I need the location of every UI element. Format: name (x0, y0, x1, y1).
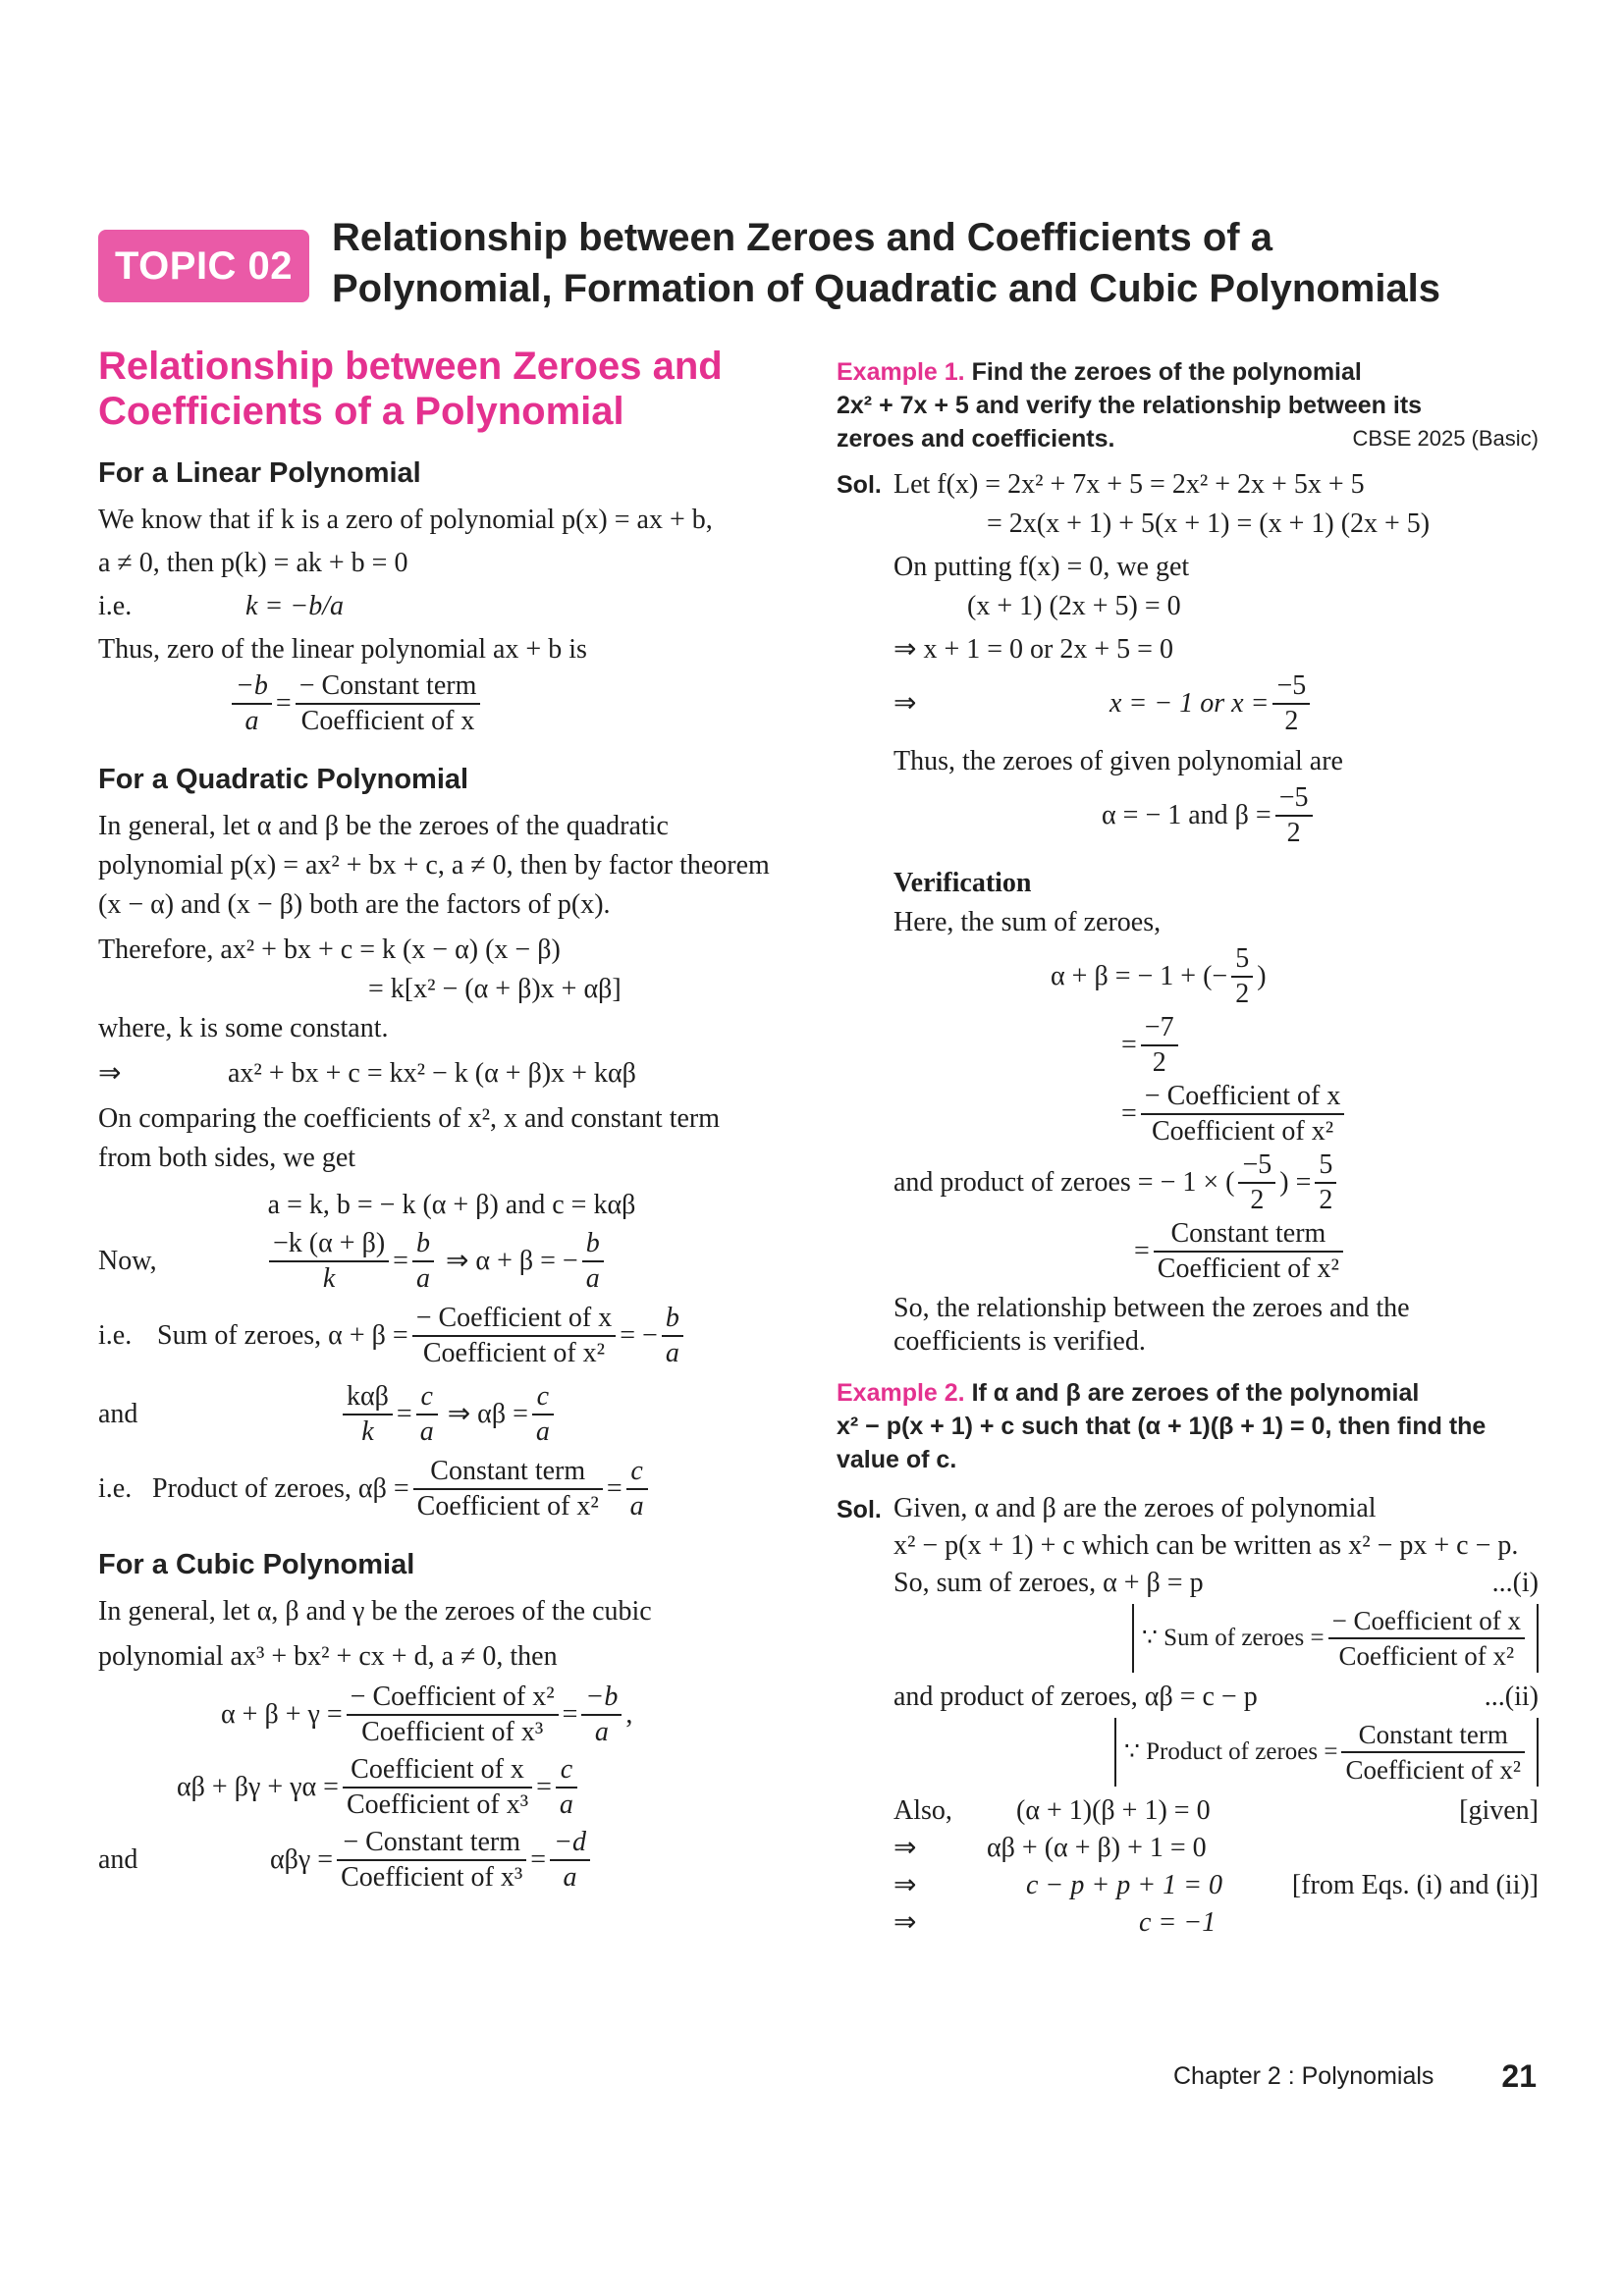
fraction-denominator: Coefficient of x² (416, 1491, 599, 1522)
cubic-eq-2 (98, 1753, 805, 1822)
section-heading-line-1: Relationship between Zeroes and (98, 345, 723, 388)
topic-title-line-2: Polynomial, Formation of Quadratic and Cubic Polynomials (332, 267, 1441, 310)
fraction-denominator: a (535, 1416, 550, 1447)
fraction-numerator: −5 (1272, 669, 1310, 705)
fraction (582, 1227, 604, 1296)
fraction (296, 669, 481, 738)
ex1-conclusion: So, the relationship between the zeroes and the (893, 1293, 1410, 1323)
fraction (413, 1455, 603, 1523)
fraction-numerator: Constant term (1341, 1718, 1525, 1753)
fraction-denominator: 2 (1250, 1185, 1265, 1215)
ex1-step: Thus, the zeroes of given polynomial are (893, 746, 1343, 776)
fraction-numerator: −7 (1141, 1011, 1178, 1046)
ex2-product-row (893, 1679, 1539, 1716)
fraction (550, 1826, 590, 1895)
quadratic-line-3: (x − α) and (x − β) both are the factors of p(x). (98, 889, 611, 920)
example-2-question (837, 1376, 1539, 1476)
step-label: Also, (893, 1795, 952, 1826)
verification-heading: Verification (893, 868, 1032, 898)
fraction (581, 1681, 622, 1749)
fraction-denominator: 2 (1286, 818, 1301, 848)
linear-line-3: Thus, zero of the linear polynomial ax + b is (98, 634, 587, 665)
fraction (1315, 1148, 1336, 1217)
example-1-q-line-1: Find the zeroes of the polynomial (971, 358, 1362, 386)
topic-badge: TOPIC 02 (98, 230, 309, 302)
fraction (232, 669, 272, 738)
cubic-eq-3 (98, 1826, 805, 1895)
fraction-denominator: Coefficient of x (300, 706, 475, 736)
ex1-zeroes-row (893, 669, 1539, 738)
ex2-step: αβ + (α + β) + 1 = 0 (987, 1833, 1207, 1863)
quadratic-implies-row (98, 1054, 805, 1094)
fraction-numerator: c (416, 1380, 438, 1415)
fraction-numerator: − Coefficient of x (1328, 1604, 1525, 1639)
ex2-step: (α + 1)(β + 1) = 0 (1016, 1795, 1211, 1826)
fraction-denominator: a (629, 1491, 644, 1522)
fraction-denominator: a (563, 1862, 577, 1893)
quadratic-heading: For a Quadratic Polynomial (98, 764, 469, 795)
example-1-question (837, 355, 1539, 455)
fraction-numerator: b (582, 1227, 604, 1262)
ex1-step: Let f(x) = 2x² + 7x + 5 = 2x² + 2x + 5x + 5 (893, 469, 1365, 500)
example-1-label: Example 1. (837, 358, 965, 386)
equation-tag: ...(ii) (1484, 1682, 1539, 1712)
fraction-numerator: c (626, 1455, 648, 1490)
equals-sign: = (393, 1246, 408, 1276)
comma: , (625, 1699, 633, 1730)
fraction-numerator: 5 (1315, 1148, 1336, 1184)
ex2-bracket-1 (893, 1604, 1539, 1673)
equation-tag: [from Eqs. (i) and (ii)] (1291, 1870, 1539, 1900)
cubic-heading: For a Cubic Polynomial (98, 1549, 415, 1580)
product-label: Product of zeroes, αβ = (152, 1473, 409, 1504)
equals-sign: = (562, 1699, 578, 1730)
equation-tag: [given] (1459, 1795, 1539, 1826)
chapter-label: Chapter 2 : Polynomials (1173, 2062, 1434, 2090)
equals-sign: = (1121, 1098, 1137, 1129)
equals-sign: = (536, 1772, 552, 1802)
example-1-solution (837, 465, 1539, 1359)
fraction-denominator: Coefficient of x² (1345, 1755, 1521, 1785)
ie-label: i.e. (98, 1473, 133, 1504)
ex1-zeroes: x = − 1 or x = (1109, 688, 1270, 719)
fraction (412, 1302, 617, 1370)
ex2-answer: c = −1 (1139, 1907, 1217, 1938)
ex1-product-row (893, 1148, 1539, 1217)
fraction-denominator: a (244, 706, 259, 736)
fraction-numerator: c (556, 1753, 577, 1789)
quadratic-line-9: from both sides, we get (98, 1143, 356, 1173)
fraction (1141, 1080, 1345, 1148)
now-row (98, 1227, 805, 1296)
sum-row (98, 1302, 805, 1370)
ex1-step: (x + 1) (2x + 5) = 0 (967, 591, 1181, 621)
fraction-denominator: 2 (1319, 1185, 1333, 1215)
fraction-denominator: Coefficient of x³ (361, 1717, 544, 1747)
sum-label: Sum of zeroes, α + β = (157, 1320, 408, 1351)
fraction (412, 1227, 434, 1296)
fraction-numerator: b (662, 1302, 683, 1337)
page-number: 21 (1501, 2058, 1537, 2094)
cbse-tag: CBSE 2025 (Basic) (1352, 426, 1539, 451)
fraction-denominator: a (419, 1416, 434, 1447)
fraction-denominator: k (361, 1416, 374, 1447)
fraction-denominator: a (559, 1789, 573, 1820)
fraction (532, 1380, 554, 1449)
fraction-denominator: a (665, 1338, 679, 1368)
example-2-q-line-1: If α and β are zeroes of the polynomial (971, 1379, 1420, 1407)
bracket-label: ∵ Sum of zeroes = (1142, 1625, 1325, 1651)
ex2-sum-row (893, 1565, 1539, 1602)
ex1-product-expr: and product of zeroes = − 1 × ( (893, 1167, 1235, 1198)
fraction (1328, 1604, 1525, 1673)
fraction (662, 1302, 683, 1370)
fraction-numerator: − Coefficient of x (412, 1302, 617, 1337)
ex2-implies-row (893, 1904, 1539, 1942)
quadratic-expansion: ax² + bx + c = kx² − k (α + β)x + kαβ (228, 1058, 636, 1089)
equals-sign: = (1121, 1030, 1137, 1060)
linear-line-1: We know that if k is a zero of polynomial p(x) = ax + b, (98, 505, 713, 535)
linear-heading: For a Linear Polynomial (98, 457, 421, 489)
implies-symbol: ⇒ (893, 1833, 917, 1863)
now-label: Now, (98, 1246, 157, 1276)
fraction-denominator: Coefficient of x² (1157, 1254, 1339, 1284)
linear-k-equation: k = −b/a (245, 591, 344, 621)
section-heading (98, 344, 805, 434)
close-paren: ) (1257, 961, 1267, 991)
fraction (1154, 1217, 1343, 1286)
and-row (98, 1380, 805, 1449)
close-paren: ) = (1279, 1167, 1312, 1198)
linear-fraction-row: $\frac{-b}{a}$ = $\frac{\text{− Constant term}}{\text{Coefficient of x}}$ (98, 669, 805, 738)
ex2-bracket-2 (893, 1718, 1539, 1787)
fraction-numerator: b (412, 1227, 434, 1262)
equals-sign: = (1134, 1236, 1150, 1266)
ex1-conclusion: coefficients is verified. (893, 1326, 1146, 1357)
fraction-numerator: − Constant term (337, 1826, 526, 1861)
fraction-numerator: − Coefficient of x (1141, 1080, 1345, 1115)
fraction-numerator: −b (581, 1681, 622, 1716)
fraction-numerator: kαβ (343, 1380, 393, 1415)
fraction-numerator: −5 (1238, 1148, 1275, 1184)
equals-sign: = − (620, 1320, 658, 1351)
quadratic-line-5: = k[x² − (α + β)x + αβ] (368, 974, 622, 1004)
fraction-denominator: 2 (1235, 979, 1250, 1009)
ex1-alpha-beta-row (893, 781, 1539, 850)
fraction (269, 1227, 389, 1296)
example-1-q-line-3: zeroes and coefficients. (837, 425, 1115, 453)
and-label: and (98, 1844, 138, 1875)
fraction (1238, 1148, 1275, 1217)
bracket-label: ∵ Product of zeroes = (1124, 1738, 1338, 1765)
ex2-product: and product of zeroes, αβ = c − p (893, 1682, 1258, 1712)
cubic-line-2: polynomial ax³ + bx² + cx + d, a ≠ 0, then (98, 1641, 558, 1672)
fraction-numerator: −5 (1275, 781, 1313, 817)
ex1-sum-coeff (893, 1080, 1539, 1148)
fraction (1341, 1718, 1525, 1787)
fraction-numerator: Constant term (413, 1455, 603, 1490)
cubic-eq-lhs: αβγ = (270, 1844, 334, 1875)
fraction (556, 1753, 577, 1822)
fraction (337, 1826, 526, 1895)
product-row (98, 1455, 805, 1523)
cubic-eq-lhs: α + β + γ = (221, 1699, 343, 1730)
ie-label: i.e. (98, 1320, 133, 1351)
topic-title (332, 212, 1530, 314)
and-implication: ⇒ αβ = (447, 1399, 528, 1429)
page-footer (1173, 2059, 1537, 2093)
now-implication: ⇒ α + β = − (445, 1246, 578, 1276)
fraction-denominator: a (585, 1263, 600, 1294)
fraction-numerator: −b (232, 669, 272, 705)
ex2-step: x² − p(x + 1) + c which can be written as x² − px + c − p. (893, 1530, 1519, 1561)
fraction-numerator: 5 (1231, 942, 1253, 978)
fraction (626, 1455, 648, 1523)
and-label: and (98, 1399, 138, 1429)
ex1-step: On putting f(x) = 0, we get (893, 552, 1190, 582)
sol-label: Sol. (837, 1496, 882, 1523)
fraction-denominator: Coefficient of x² (1151, 1116, 1334, 1147)
cubic-line-1: In general, let α, β and γ be the zeroes of the cubic (98, 1596, 652, 1627)
equation-tag: ...(i) (1491, 1568, 1539, 1598)
fraction-denominator: Coefficient of x² (1338, 1641, 1515, 1671)
cubic-eq-1 (98, 1681, 805, 1749)
ex1-step: ⇒ x + 1 = 0 or 2x + 5 = 0 (893, 634, 1173, 665)
fraction (416, 1380, 438, 1449)
right-column (837, 355, 1539, 1942)
left-column (98, 344, 805, 1895)
implies-symbol: ⇒ (893, 1870, 917, 1900)
ex1-product-coeff (893, 1217, 1539, 1286)
fraction-denominator: 2 (1152, 1047, 1166, 1078)
ex2-step: Given, α and β are the zeroes of polynomial (893, 1493, 1377, 1523)
ex2-sum: So, sum of zeroes, α + β = p (893, 1568, 1204, 1598)
topic-title-line-1: Relationship between Zeroes and Coefficients of a (332, 216, 1272, 259)
ex2-also-row (893, 1792, 1539, 1830)
fraction (1275, 781, 1313, 850)
fraction-denominator: a (594, 1717, 609, 1747)
quadratic-line-8: On comparing the coefficients of x², x and constant term (98, 1103, 721, 1134)
ex1-sum-expr: α + β = − 1 + (− (1051, 961, 1228, 991)
quadratic-line-1: In general, let α and β be the zeroes of the quadratic (98, 811, 669, 841)
fraction (343, 1753, 532, 1822)
ex2-step: c − p + p + 1 = 0 (1026, 1870, 1223, 1900)
fraction-numerator: −d (550, 1826, 590, 1861)
fraction-denominator: Coefficient of x² (422, 1338, 606, 1368)
equals-sign: = (606, 1473, 622, 1504)
implies-symbol: ⇒ (98, 1058, 122, 1089)
implies-symbol: ⇒ (893, 1907, 917, 1938)
ex1-sum-row (893, 942, 1539, 1011)
equals-sign: = (396, 1399, 412, 1429)
implies-symbol: ⇒ (893, 688, 917, 719)
example-2-q-line-3: value of c. (837, 1446, 957, 1473)
fraction-numerator: − Coefficient of x² (347, 1681, 559, 1716)
fraction (343, 1380, 393, 1449)
ex2-implies-row (893, 1867, 1539, 1904)
fraction-numerator: − Constant term (296, 669, 481, 705)
quadratic-line-4: Therefore, ax² + bx + c = k (x − α) (x − β) (98, 934, 561, 965)
ex1-verification-line: Here, the sum of zeroes, (893, 907, 1162, 937)
quadratic-line-6: where, k is some constant. (98, 1013, 389, 1043)
example-2-q-line-2: x² − p(x + 1) + c such that (α + 1)(β + 1) = 0, then find the (837, 1413, 1487, 1440)
example-2-label: Example 2. (837, 1379, 965, 1407)
fraction (347, 1681, 559, 1749)
fraction-numerator: −k (α + β) (269, 1227, 389, 1262)
fraction-denominator: k (322, 1263, 336, 1294)
linear-ie-row (98, 587, 805, 626)
fraction-denominator: 2 (1284, 706, 1299, 736)
sol-label: Sol. (837, 471, 882, 499)
linear-line-2: a ≠ 0, then p(k) = ak + b = 0 (98, 548, 408, 578)
ex2-implies-row (893, 1830, 1539, 1867)
fraction (1231, 942, 1253, 1011)
ex1-alpha-beta: α = − 1 and β = (1102, 800, 1271, 830)
fraction (1141, 1011, 1178, 1080)
fraction-numerator: Constant term (1154, 1217, 1343, 1253)
example-2-solution (837, 1490, 1539, 1942)
fraction-denominator: a (415, 1263, 430, 1294)
fraction-denominator: Coefficient of x³ (341, 1862, 523, 1893)
quadratic-line-2: polynomial p(x) = ax² + bx + c, a ≠ 0, then by factor theorem (98, 850, 770, 881)
example-1-q-line-2: 2x² + 7x + 5 and verify the relationship between its (837, 392, 1423, 419)
ex1-sum-result (893, 1011, 1539, 1080)
fraction-numerator: Coefficient of x (343, 1753, 532, 1789)
section-heading-line-2: Coefficients of a Polynomial (98, 390, 624, 433)
fraction-denominator: Coefficient of x³ (346, 1789, 529, 1820)
cubic-eq-lhs: αβ + βγ + γα = (177, 1772, 339, 1802)
equals-sign: = (530, 1844, 547, 1875)
quadratic-line-10: a = k, b = − k (α + β) and c = kαβ (267, 1190, 636, 1220)
ie-label: i.e. (98, 591, 133, 621)
fraction-numerator: c (532, 1380, 554, 1415)
ex1-step: = 2x(x + 1) + 5(x + 1) = (x + 1) (2x + 5) (987, 508, 1431, 539)
fraction (1272, 669, 1310, 738)
